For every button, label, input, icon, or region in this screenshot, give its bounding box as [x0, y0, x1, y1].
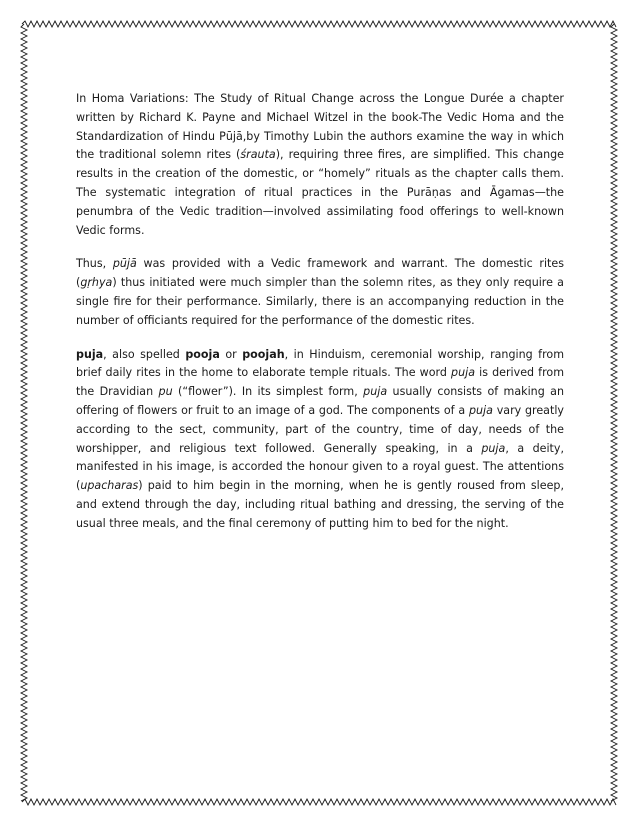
text-run: is derived from the Dravidian — [76, 366, 564, 399]
italic-term: puja — [481, 441, 506, 455]
text-run: , a deity, manifested in his image, is accorded the honour given to a royal guest. The attentions ( — [76, 441, 564, 493]
bold-term: puja — [76, 347, 104, 361]
border-right — [611, 24, 617, 801]
paragraph-puja-vedic-framework — [76, 255, 564, 330]
text-run: vary greatly according to the sect, community, part of the country, time of day, needs of the worshipper, and religious text followed. Generally speaking, in a — [76, 403, 564, 455]
italic-term: puja — [468, 403, 493, 417]
text-run: In Homa Variations: The Study of Ritual Change across the Longue Durée a chapter written by Richard K. Payne and Michael Witzel in the book-The Vedic Homa and the Standardization of Hindu Pūjā,by Timothy Lubin the authors examine the way in which the traditional solemn rites ( — [76, 92, 564, 162]
italic-term: pu — [158, 385, 173, 399]
text-run: usually consists of making an offering of flowers or fruit to an image of a god. The components of a — [76, 385, 564, 417]
italic-term: gṛhya — [80, 276, 113, 290]
text-run: or — [219, 347, 243, 361]
italic-term: śrauta — [240, 148, 276, 162]
text-run: , also spelled — [103, 347, 186, 361]
text-run: Thus, — [76, 257, 113, 271]
border-left — [21, 24, 27, 801]
text-run: ) thus initiated were much simpler than the solemn rites, as they only require a single fire for their performance. Similarly, there is an accompanying reduction in the number of officiants required for the performance of the domestic rites. — [76, 276, 564, 327]
text-run: ), requiring three fires, are simplified. This change results in the creation of the domestic, or “homely” rituals as the chapter calls them. The systematic integration of ritual practices in the Purāṇas and Āgamas—the penumbra of the Vedic tradition—involved assimilating food offerings to well-known Vedic forms. — [76, 148, 565, 237]
italic-term: upacharas — [80, 479, 139, 493]
text-run: was provided with a Vedic framework and warrant. The domestic rites ( — [76, 257, 564, 290]
border-bottom — [22, 799, 616, 805]
italic-term: pūjā — [112, 257, 137, 271]
body-text — [76, 90, 564, 534]
border-top — [22, 21, 616, 27]
text-run: (“flower”). In its simplest form, — [172, 385, 364, 399]
italic-term: puja — [451, 366, 476, 380]
bold-term: pooja — [185, 347, 220, 361]
bold-term: poojah — [242, 347, 285, 361]
text-run: , in Hinduism, ceremonial worship, ranging from brief daily rites in the home to elaborate temple rituals. The word — [76, 347, 564, 380]
paragraph-puja-definition — [76, 346, 564, 534]
text-run: ) paid to him begin in the morning, when he is gently roused from sleep, and extend through the day, including ritual bathing and dressing, the serving of the usual three meals, and the final ceremony of putting him to bed for the night. — [76, 479, 564, 530]
paragraph-homa-variations — [76, 90, 564, 240]
italic-term: puja — [363, 385, 388, 399]
